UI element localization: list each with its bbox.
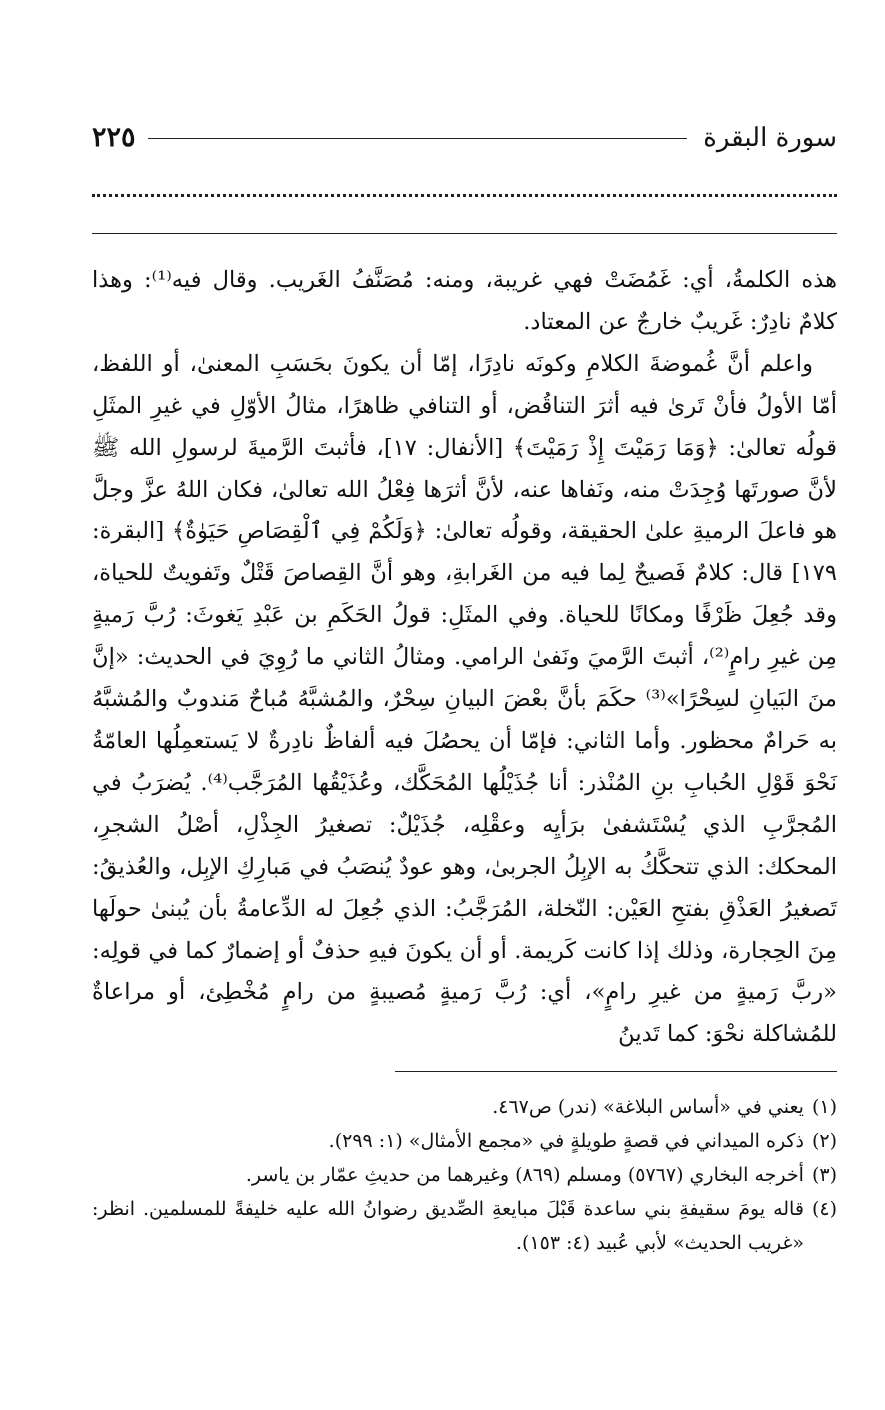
footnote-text: يعني في «أساس البلاغة» (ندر) ص٤٦٧.	[492, 1096, 804, 1118]
surah-title: سورة البقرة	[703, 123, 837, 153]
footnotes	[92, 1090, 837, 1260]
footnote-3	[92, 1158, 837, 1192]
footnote-number: (١)	[811, 1096, 837, 1118]
footnote-text: ذكره الميداني في قصةٍ طويلةٍ في «مجمع الأمثال» (١: ٢٩٩).	[328, 1130, 804, 1152]
paragraph-2: واعلم أنَّ غُموضةَ الكلامِ وكونَه نادِرًا، إمّا أن يكونَ بحَسَبِ المعنىٰ، أو اللفظ، أمّا الأولُ فأنْ تَرىٰ فيه أثرَ التناقُض، أو التنافي ظاهرًا، مثالُ الأوّلِ في غيرِ المثَلِ قولُه تعالىٰ: ﴿وَمَا رَمَيْتَ إِذْ رَمَيْتَ﴾ [الأنفال: ١٧]، فأثبتَ الرَّميةَ لرسولِ الله ﷺ لأنَّ صورتَها وُجِدَتْ منه، ونَفاها عنه، لأنَّ أثرَها فِعْلُ الله تعالىٰ، فكان اللهُ عزَّ وجلَّ هو فاعلَ الرميةِ علىٰ الحقيقة، وقولُه تعالىٰ: ﴿وَلَكُمْ فِي ٱلْقِصَاصِ حَيَوٰةٌ﴾ [البقرة: ١٧٩] قال: كلامٌ فَصيحٌ لِما فيه من الغَرابةِ، وهو أنَّ القِصاصَ قَتْلٌ وتَفويتٌ للحياة، وقد جُعِلَ ظَرْفًا ومكانًا للحياة. وفي المثَلِ: قولُ الحَكَمِ بن عَبْدِ يَغوثَ: رُبَّ رَميةٍ مِن غيرِ رامٍ⁽²⁾، أثبتَ الرَّميَ ونَفىٰ الرامي. ومثالُ الثاني ما رُوِيَ في الحديث: «إنَّ منَ البَيانِ لسِحْرًا»⁽³⁾ حكَمَ بأنَّ بعْضَ البيانِ سِحْرٌ، والمُشبَّهُ مُباحٌ مَندوبٌ والمُشبَّهُ به حَرامٌ محظور. وأما الثاني: فإمّا أن يحصُلَ فيه ألفاظٌ نادِرةٌ لا يَستعمِلُها العامّةُ نَحْوَ قَوْلِ الحُبابِ بنِ المُنْذر: أنا جُذَيْلُها المُحَكَّك، وعُذَيْقُها المُرَجَّب⁽⁴⁾. يُضرَبُ في المُجرَّبِ الذي يُسْتَشفىٰ برَأيِه وعقْلِه، جُذَيْلٌ: تصغيرُ الجِذْلِ، أصْلُ الشجرِ، المحكك: الذي تتحكَّكُ به الإبِلُ الجربىٰ، وهو عودٌ يُنصَبُ في مَبارِكِ الإبِل، والعُذيقُ: تَصغيرُ العَذْقِ بفتحِ العَيْن: النّخلة، المُرَجَّبُ: الذي جُعِلَ له الدِّعامةُ بأن يُبنىٰ حولَها مِنَ الحِجارة، وذلك إذا كانت كَريمة. أو أن يكونَ فيهِ حذفٌ أو إضمارٌ كما في قولِه: «ربَّ رَميةٍ من غيرِ رامٍ»، أي: رُبَّ رَميةٍ مُصيبةٍ من رامٍ مُخْطِئ، أو مراعاةٌ للمُشاكلة نحْوَ: كما تَدينُ	[92, 350, 838, 1048]
footnote-number: (٣)	[811, 1164, 837, 1186]
footnote-1	[92, 1090, 837, 1124]
running-header	[92, 118, 837, 158]
header-rule	[148, 138, 687, 139]
footnote-text: قاله يومَ سقيفةِ بني ساعدة قَبْلَ مبايعةِ الصِّديق رضوانُ الله عليه خليفةً للمسلمين. انظر: «غريب الحديث» لأبي عُبيد (٤: ١٥٣).	[92, 1198, 804, 1254]
dotted-separator	[92, 194, 837, 197]
footnote-4	[92, 1192, 837, 1260]
footnote-number: (٤)	[811, 1198, 837, 1220]
paragraph-1: هذه الكلمةُ، أي: غَمُضَتْ فهي غريبة، ومنه: مُصَنَّفُ الغَريب. وقال فيه⁽¹⁾: وهذا كلامٌ نادِرٌ: غَريبٌ خارجٌ عن المعتاد.	[92, 267, 837, 335]
footnote-rule	[395, 1071, 837, 1072]
top-rule	[92, 233, 837, 234]
footnote-number: (٢)	[811, 1130, 837, 1152]
main-text	[92, 260, 837, 1056]
page-number: ٢٢٥	[92, 122, 136, 153]
footnote-text: أخرجه البخاري (٥٧٦٧) ومسلم (٨٦٩) وغيرهما من حديثِ عمّار بن ياسر.	[245, 1164, 804, 1186]
footnote-2	[92, 1124, 837, 1158]
